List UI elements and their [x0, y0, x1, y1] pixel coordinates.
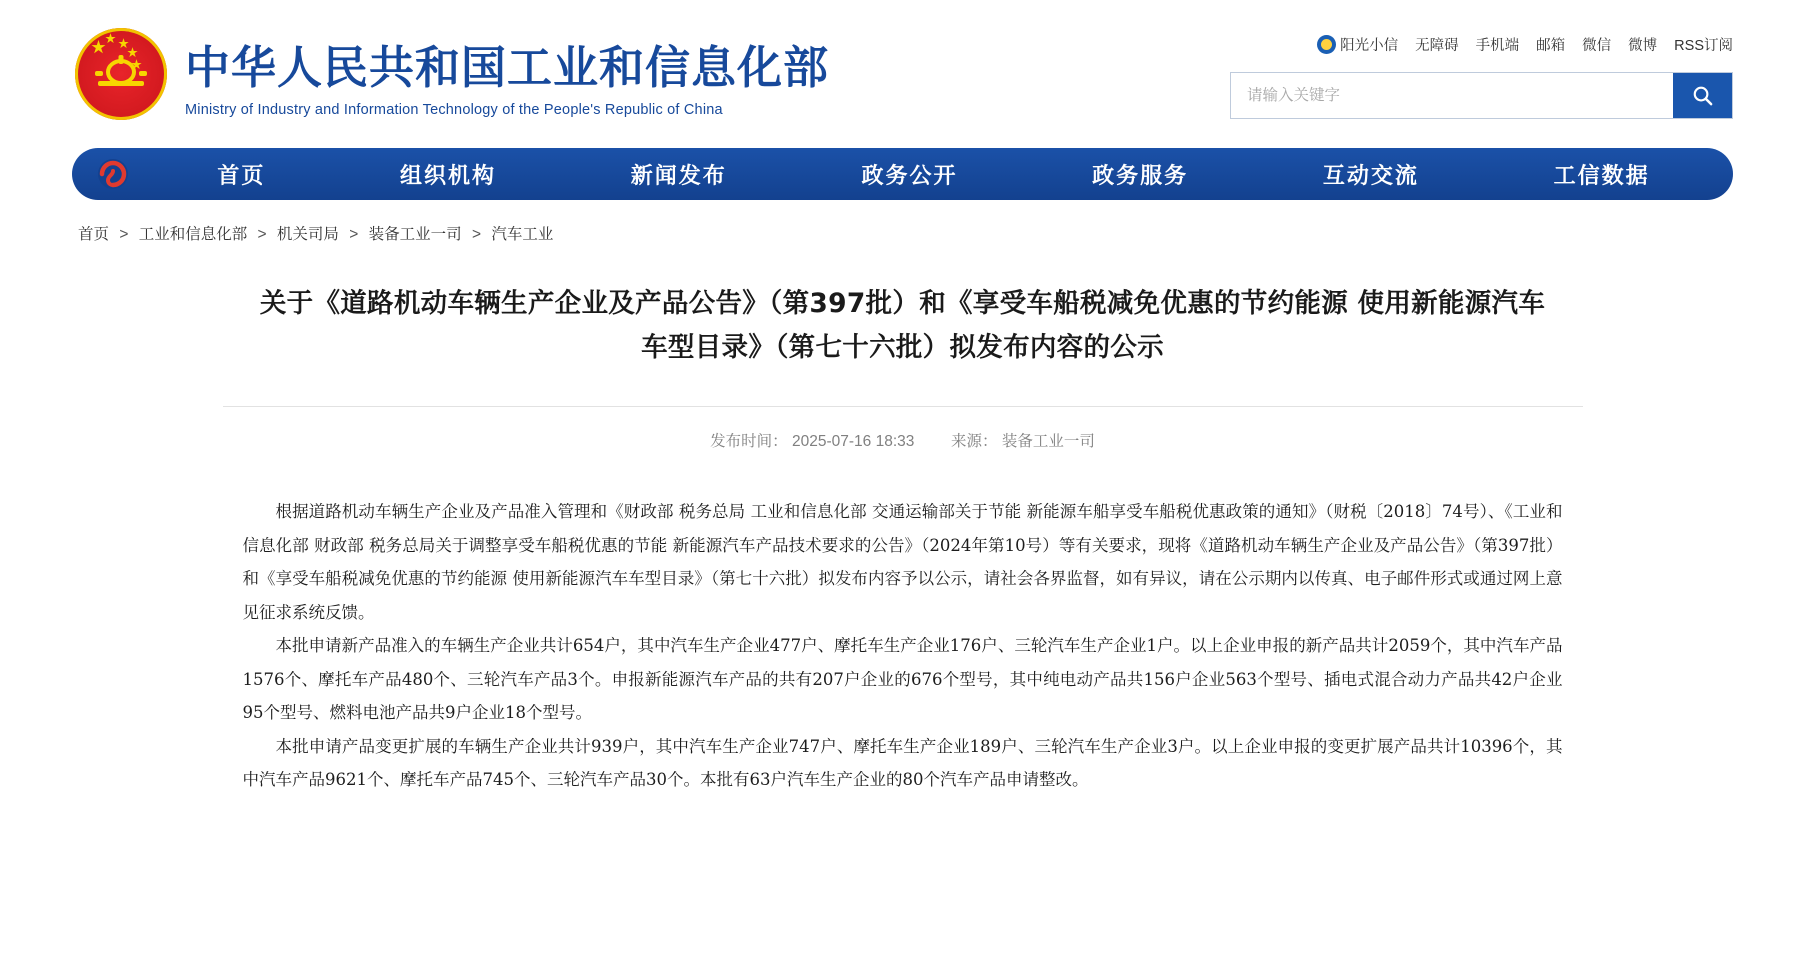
- source-value: 装备工业一司: [1001, 433, 1095, 450]
- org-name: [185, 31, 829, 118]
- miit-gear-icon[interactable]: [94, 155, 132, 193]
- national-emblem-gear-icon: ★ ★ ★ ★ ★: [75, 28, 167, 120]
- breadcrumb-separator: >: [119, 226, 129, 243]
- site-header: [0, 0, 1805, 148]
- breadcrumb-item-auto-industry[interactable]: 汽车工业: [491, 226, 554, 243]
- org-name-cn: 中华人民共和国工业和信息化部: [185, 40, 830, 94]
- search-button[interactable]: [1673, 73, 1732, 118]
- nav-item-interaction[interactable]: 互动交流: [1322, 163, 1419, 189]
- publish-time-value: 2025-07-16 18:33: [791, 433, 915, 450]
- top-utility-links: [1317, 34, 1733, 55]
- nav-item-gov-service[interactable]: 政务服务: [1092, 163, 1189, 189]
- nav-item-organization[interactable]: 组织机构: [400, 163, 497, 189]
- source-label: 来源：: [951, 433, 998, 450]
- article-meta: [223, 407, 1583, 451]
- site-search: [1230, 72, 1733, 119]
- breadcrumb-item-equipment-dept[interactable]: 装备工业一司: [368, 226, 462, 243]
- article: [223, 244, 1583, 797]
- page-title: 关于《道路机动车辆生产企业及产品公告》（第397批）和《享受车船税减免优惠的节约能源 使用新能源汽车车型目录》（第七十六批）拟发布内容的公示: [259, 288, 1546, 363]
- breadcrumb-separator: >: [471, 226, 481, 243]
- top-link-rss[interactable]: RSS订阅: [1674, 38, 1733, 54]
- nav-item-home[interactable]: 首页: [217, 163, 266, 189]
- search-icon: [1691, 84, 1714, 107]
- article-paragraph: 本批申请产品变更扩展的车辆生产企业共计939户，其中汽车生产企业747户、摩托车生产企业189户、三轮汽车生产企业3户。以上企业申报的变更扩展产品共计10396个，其中汽车产品9621个、摩托车产品745个、三轮汽车产品30个。本批有63户汽车生产企业的80个汽车产品申请整改。: [242, 736, 1563, 789]
- sunshine-assistant-icon: [1317, 35, 1336, 54]
- search-input[interactable]: [1231, 73, 1673, 118]
- breadcrumb-item-home[interactable]: 首页: [78, 226, 110, 243]
- article-paragraph: 本批申请新产品准入的车辆生产企业共计654户，其中汽车生产企业477户、摩托车生产企业176户、三轮汽车生产企业1户。以上企业申报的新产品共计2059个，其中汽车产品1576个、摩托车产品480个、三轮汽车产品3个。申报新能源汽车产品的共有207户企业的676个型号，其中纯电动产品共156户企业563个型号、插电式混合动力产品共42户企业95个型号、燃料电池产品共9户企业18个型号。: [242, 636, 1563, 722]
- top-link-mail[interactable]: 邮箱: [1536, 38, 1566, 54]
- article-paragraph: 根据道路机动车辆生产企业及产品准入管理和《财政部 税务总局 工业和信息化部 交通运输部关于节能 新能源车船享受车船税优惠政策的通知》（财税〔2018〕74号）、《工业和信息化部 财政部 税务总局关于调整享受车船税优惠的节能 新能源汽车产品技术要求的公告》（2024年第10号）等有关要求，现将《道路机动车辆生产企业及产品公告》（第397批）和《享受车船税减免优惠的节约能源 使用新能源汽车车型目录》（第七十六批）拟发布内容予以公示，请社会各界监督，如有异议，请在公示期内以传真、电子邮件形式或通过网上意见征求系统反馈。: [242, 502, 1563, 622]
- breadcrumb-separator: >: [257, 226, 267, 243]
- top-link-wechat[interactable]: 微信: [1582, 38, 1612, 54]
- main-nav: [72, 148, 1733, 200]
- nav-item-data[interactable]: 工信数据: [1553, 163, 1650, 189]
- org-name-en: Ministry of Industry and Information Technology of the People's Republic of China: [185, 101, 723, 118]
- top-link-mobile[interactable]: 手机端: [1475, 38, 1520, 54]
- top-link-sunshine[interactable]: [1317, 34, 1398, 55]
- site-logo-block[interactable]: [75, 28, 829, 120]
- nav-item-gov-disclosure[interactable]: 政务公开: [861, 163, 958, 189]
- main-nav-wrap: [0, 148, 1805, 200]
- article-body: [223, 451, 1583, 797]
- publish-time-label: 发布时间：: [710, 433, 788, 450]
- breadcrumb-separator: >: [349, 226, 359, 243]
- top-link-weibo[interactable]: 微博: [1628, 38, 1658, 54]
- top-link-label: 阳光小信: [1340, 38, 1399, 54]
- breadcrumb-item-ministry[interactable]: 工业和信息化部: [138, 226, 248, 243]
- breadcrumb: [0, 200, 1805, 244]
- breadcrumb-item-departments[interactable]: 机关司局: [276, 226, 339, 243]
- nav-item-news[interactable]: 新闻发布: [630, 163, 727, 189]
- top-link-accessibility[interactable]: 无障碍: [1415, 38, 1459, 54]
